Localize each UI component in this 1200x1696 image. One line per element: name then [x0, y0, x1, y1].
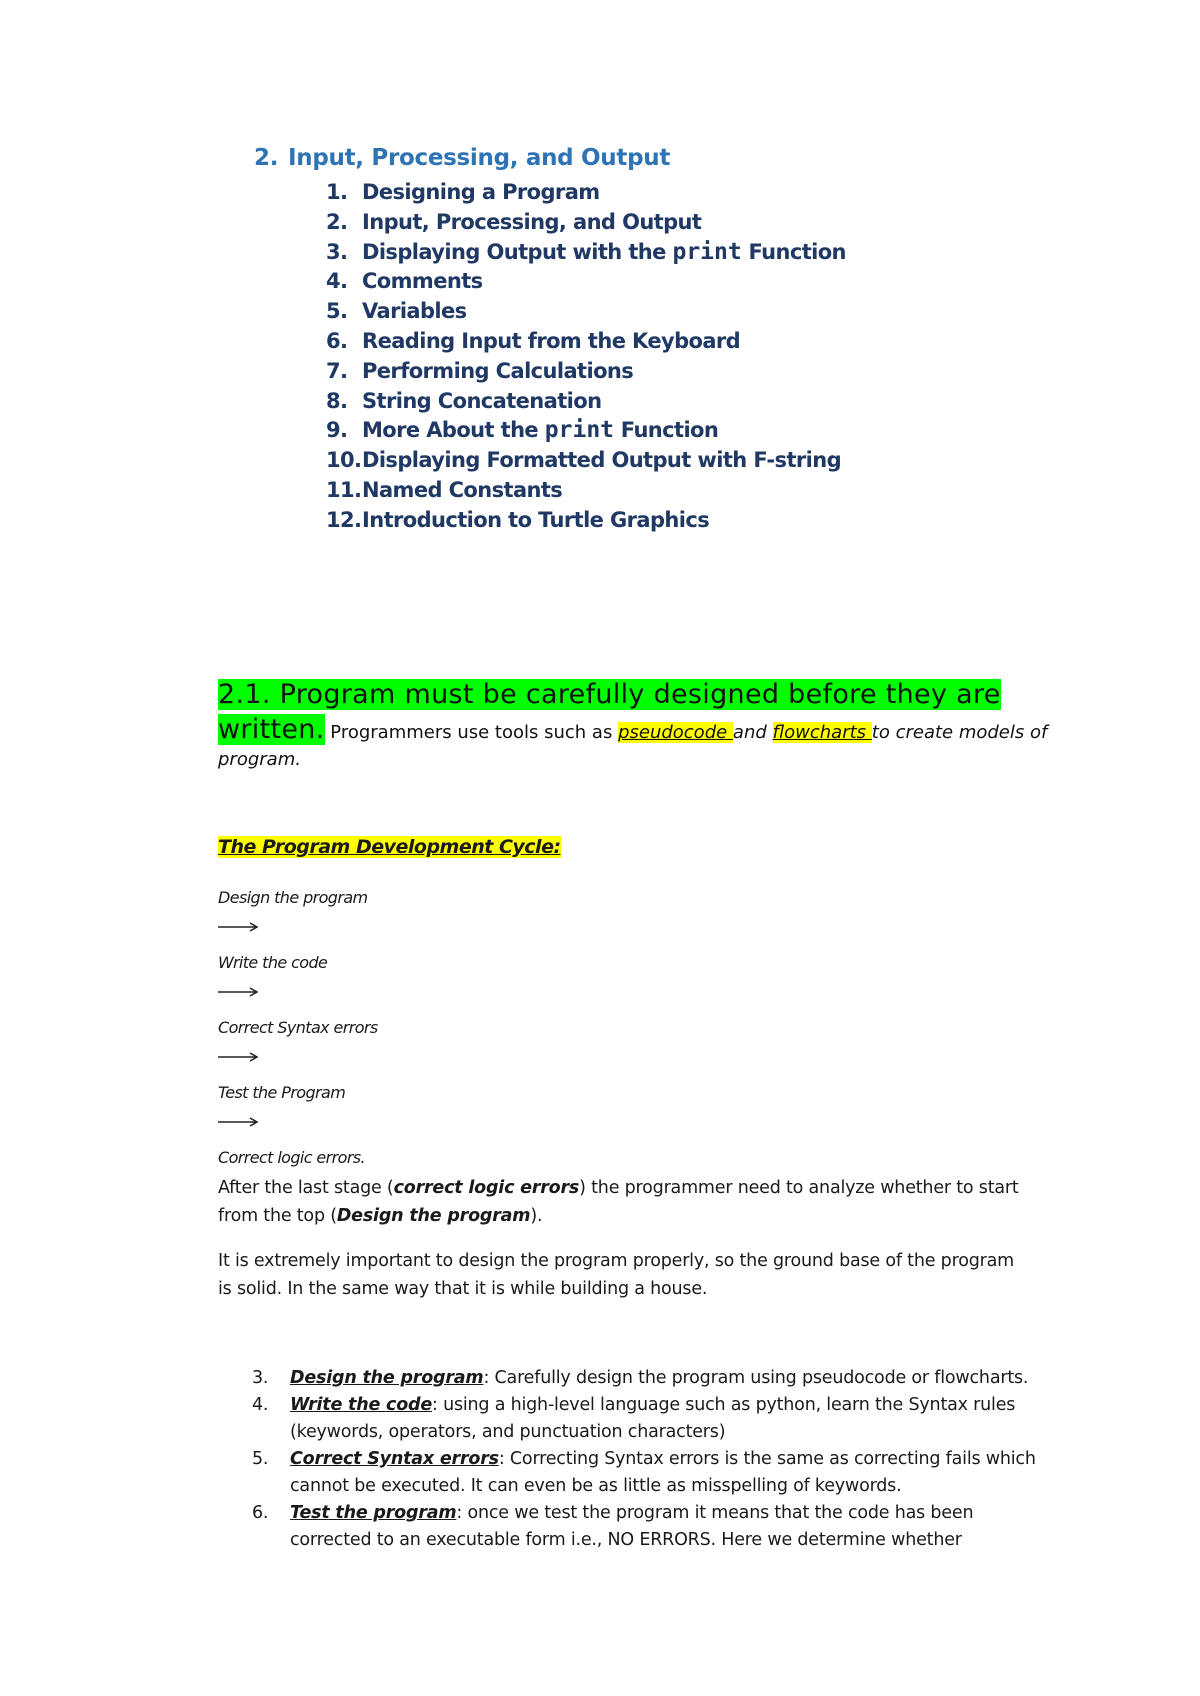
- list-item-term: Write the code: [290, 1395, 433, 1415]
- toc-item-text: Named Constants: [362, 477, 563, 502]
- list-item-term: Correct Syntax errors: [290, 1449, 499, 1469]
- toc-item-text-after: Function: [741, 239, 846, 264]
- arrow-right-icon: [216, 920, 262, 934]
- toc-item-text: Performing Calculations: [362, 358, 634, 383]
- toc-item: [326, 387, 846, 417]
- toc-item-number: 5.: [326, 299, 348, 324]
- list-item-number: 6.: [252, 1503, 269, 1523]
- toc-item-number: 6.: [326, 328, 348, 353]
- toc-item: [326, 416, 846, 446]
- list-item: [252, 1446, 1072, 1500]
- list-item-text: : once we test the program it means that the code has been: [456, 1503, 974, 1523]
- cycle-step: Test the Program: [218, 1083, 346, 1102]
- list-item-text-cont: corrected to an executable form i.e., NO ERRORS. Here we determine whether: [290, 1530, 962, 1550]
- list-item-text-cont: (keywords, operators, and punctuation characters): [290, 1422, 726, 1442]
- toc-item: [326, 506, 846, 536]
- steps-list: [252, 1365, 1072, 1554]
- para-text: is solid. In the same way that it is while building a house.: [218, 1279, 708, 1299]
- toc-item-text: Displaying Output with the: [362, 239, 673, 264]
- toc-item: [326, 476, 846, 506]
- toc-heading-number: 2.: [254, 145, 279, 171]
- toc-item-number: 3.: [326, 239, 348, 264]
- list-item: [252, 1365, 1072, 1392]
- toc-item-text: Displaying Formatted Output with F-string: [362, 448, 842, 473]
- list-item-text-cont: cannot be executed. It can even be as little as misspelling of keywords.: [290, 1476, 902, 1496]
- toc-heading-title: Input, Processing, and Output: [288, 145, 671, 171]
- para-emphasis: correct logic errors: [393, 1178, 580, 1198]
- list-item-text: : Carefully design the program using pseudocode or flowcharts.: [483, 1368, 1029, 1388]
- list-item-text: : using a high-level language such as python, learn the Syntax rules: [432, 1395, 1016, 1415]
- toc-item: [326, 357, 846, 387]
- toc-item: [326, 208, 846, 238]
- cycle-step: Correct Syntax errors: [218, 1018, 378, 1037]
- arrow-right-icon: [216, 1050, 262, 1064]
- list-item: [252, 1392, 1072, 1446]
- paragraph-after-last-stage: [218, 1174, 1068, 1230]
- list-item-term: Test the program: [290, 1503, 457, 1523]
- toc-item-text: Variables: [362, 299, 467, 324]
- cycle-step: Write the code: [218, 953, 328, 972]
- toc-item-number: 9.: [326, 418, 348, 443]
- list-item-number: 4.: [252, 1395, 269, 1415]
- toc-item: [326, 297, 846, 327]
- para-text: ) the programmer need to analyze whether to start: [579, 1178, 1019, 1198]
- list-item-term: Design the program: [290, 1368, 484, 1388]
- cycle-step: Design the program: [218, 888, 368, 907]
- section-program: program.: [218, 749, 301, 770]
- toc-item-text: Input, Processing, and Output: [362, 209, 702, 234]
- list-item-text: : Correcting Syntax errors is the same as correcting fails which: [498, 1449, 1036, 1469]
- para-text: It is extremely important to design the program properly, so the ground base of the program: [218, 1251, 1014, 1271]
- toc-item-text: More About the: [362, 418, 545, 443]
- section-heading-line1: 2.1. Program must be carefully designed before they are: [218, 679, 1001, 710]
- section-title: [218, 677, 1058, 774]
- toc-item-code: print: [672, 238, 742, 265]
- toc-item-text: Introduction to Turtle Graphics: [362, 507, 710, 532]
- list-item: [252, 1500, 1072, 1554]
- term-flowcharts: flowcharts: [772, 722, 872, 743]
- toc-item-number: 8.: [326, 388, 348, 413]
- para-text: from the top (: [218, 1206, 337, 1226]
- toc-item-text: String Concatenation: [362, 388, 602, 413]
- toc-item-number: 1.: [326, 180, 348, 204]
- toc-item-number: 11.: [326, 477, 362, 502]
- cycle-step: Correct logic errors.: [218, 1148, 366, 1167]
- toc-item-code: print: [544, 417, 615, 444]
- toc-item-number: 12.: [326, 507, 362, 532]
- section-intro: Programmers use tools such as: [324, 722, 619, 743]
- toc-item-number: 2.: [326, 209, 348, 234]
- paragraph-importance: [218, 1247, 1068, 1303]
- section-heading-line2: written.: [218, 714, 325, 745]
- para-text: After the last stage (: [218, 1178, 394, 1198]
- term-pseudocode: pseudocode: [618, 722, 733, 743]
- toc-item-number: 7.: [326, 358, 348, 383]
- toc-list: [326, 178, 846, 536]
- toc-item: [326, 178, 846, 208]
- para-text: ).: [530, 1206, 543, 1226]
- toc-item-number: 10.: [326, 448, 362, 473]
- toc-item-text: Reading Input from the Keyboard: [362, 328, 741, 353]
- cycle-title: The Program Development Cycle:: [218, 836, 561, 858]
- toc-item-text: Designing a Program: [362, 180, 600, 204]
- section-to-models: to create models of: [871, 722, 1048, 743]
- toc-item: [326, 267, 846, 297]
- toc-item-number: 4.: [326, 269, 348, 294]
- para-emphasis: Design the program: [336, 1206, 531, 1226]
- toc-item: [326, 446, 846, 476]
- arrow-right-icon: [216, 985, 262, 999]
- toc-item-text-after: Function: [614, 418, 719, 443]
- toc-item: [326, 327, 846, 357]
- toc-item-text: Comments: [362, 269, 483, 294]
- toc-item: [326, 238, 846, 268]
- list-item-number: 5.: [252, 1449, 269, 1469]
- list-item-number: 3.: [252, 1368, 269, 1388]
- toc-heading: [254, 145, 670, 171]
- arrow-right-icon: [216, 1115, 262, 1129]
- section-and: and: [732, 722, 773, 743]
